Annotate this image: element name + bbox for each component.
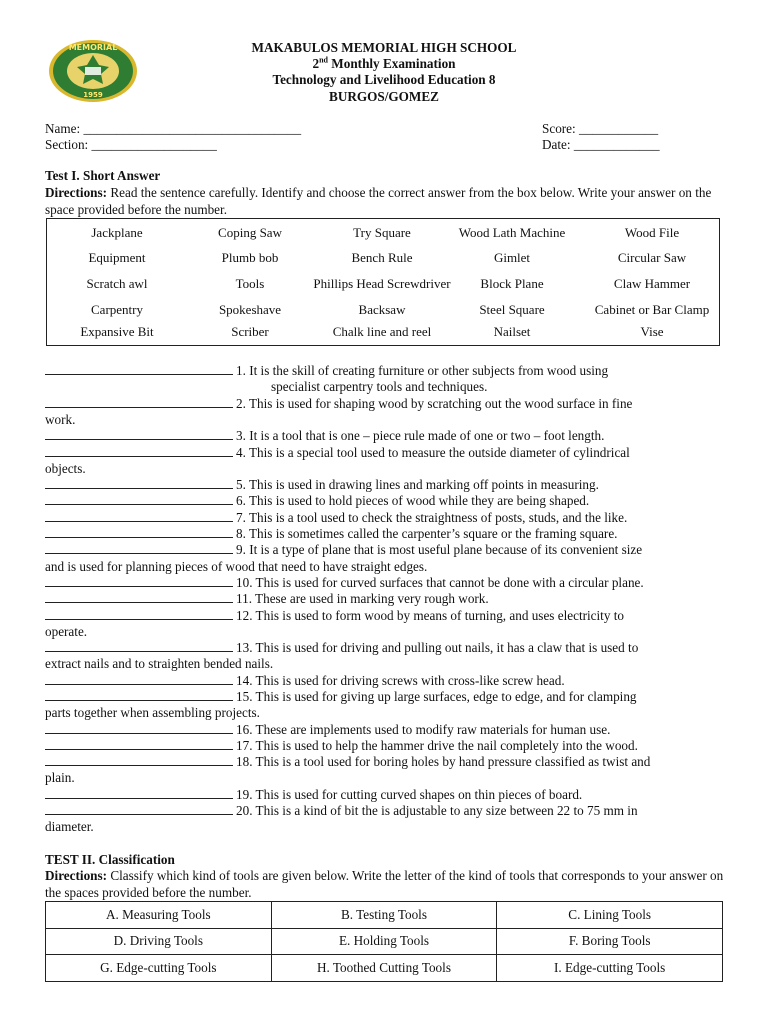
question-continuation: objects. xyxy=(45,460,86,476)
question-continuation: specialist carpentry tools and techniques. xyxy=(271,379,488,395)
question-item xyxy=(45,428,725,444)
word-bank-item: Tools xyxy=(235,276,265,291)
classification-row xyxy=(46,928,723,955)
question-item xyxy=(45,722,725,738)
section-names: BURGOS/GOMEZ xyxy=(329,88,439,104)
question-continuation: operate. xyxy=(45,623,88,639)
word-bank-item: Gimlet xyxy=(493,250,531,265)
question-text: 1. It is the skill of creating furniture or other subjects from wood using xyxy=(236,363,609,378)
tool-category: F. Boring Tools xyxy=(497,928,723,955)
question-item xyxy=(45,803,725,836)
answer-blank[interactable] xyxy=(45,803,233,815)
score-field[interactable]: Score: ____________ xyxy=(542,121,659,136)
question-text: 9. It is a type of plane that is most useful plane because of its convenient size xyxy=(236,542,643,558)
tool-category: B. Testing Tools xyxy=(271,902,497,929)
answer-blank[interactable] xyxy=(45,608,233,620)
word-bank-item: Backsaw xyxy=(358,302,406,317)
word-bank-item: Expansive Bit xyxy=(80,324,154,339)
classification-row xyxy=(46,955,723,982)
question-text: 17. This is used to help the hammer drive the nail completely into the wood. xyxy=(236,737,638,753)
tool-category: G. Edge-cutting Tools xyxy=(46,955,272,982)
answer-blank[interactable] xyxy=(45,477,233,489)
question-item xyxy=(45,575,725,591)
word-bank-item: Plumb bob xyxy=(221,250,279,265)
tool-category: E. Holding Tools xyxy=(271,928,497,955)
tool-category: C. Lining Tools xyxy=(497,902,723,929)
word-bank-item: Wood File xyxy=(624,225,680,240)
question-item xyxy=(45,493,725,509)
question-continuation: and is used for planning pieces of wood that need to have straight edges. xyxy=(45,558,428,574)
question-continuation: extract nails and to straighten bended nails. xyxy=(45,656,274,672)
question-text: 8. This is sometimes called the carpenter’s square or the framing square. xyxy=(236,526,618,541)
question-text: 5. This is used in drawing lines and marking off points in measuring. xyxy=(236,477,599,493)
answer-blank[interactable] xyxy=(45,787,233,799)
word-bank-item: Jackplane xyxy=(91,225,143,240)
classification-table xyxy=(45,901,723,982)
name-field[interactable]: Name: _________________________________ xyxy=(45,121,302,136)
svg-text:MEMORIAL: MEMORIAL xyxy=(68,43,118,52)
question-text: 3. It is a tool that is one – piece rule made of one or two – foot length. xyxy=(236,428,605,444)
question-item xyxy=(45,396,725,429)
answer-blank[interactable] xyxy=(45,738,233,750)
answer-blank[interactable] xyxy=(45,428,233,440)
question-text: 4. This is a special tool used to measure the outside diameter of cylindrical xyxy=(236,444,630,460)
word-bank-item: Circular Saw xyxy=(617,250,687,265)
word-bank-item: Wood Lath Machine xyxy=(458,225,566,240)
answer-blank[interactable] xyxy=(45,689,233,701)
subject-title: Technology and Livelihood Education 8 xyxy=(272,72,496,88)
word-bank-item: Carpentry xyxy=(91,302,143,317)
tool-category: I. Edge-cutting Tools xyxy=(497,955,723,982)
question-item xyxy=(45,510,725,526)
tool-category: D. Driving Tools xyxy=(46,928,272,955)
word-bank-item: Nailset xyxy=(493,324,531,339)
question-item xyxy=(45,526,725,542)
word-bank-item: Steel Square xyxy=(479,302,545,317)
exam-header xyxy=(0,40,768,105)
test1-heading: Test I. Short Answer xyxy=(45,168,161,183)
tool-category: A. Measuring Tools xyxy=(46,902,272,929)
answer-blank[interactable] xyxy=(45,640,233,652)
answer-blank[interactable] xyxy=(45,542,233,554)
word-bank-item: Vise xyxy=(640,324,664,339)
question-continuation: work. xyxy=(45,411,76,427)
exam-title: 2nd Monthly Examination xyxy=(312,55,456,72)
test2-directions: Directions: Classify which kind of tools are given below. Write the letter of the kind of tools that corresponds to your answer on the spaces provided before the number. xyxy=(45,868,724,900)
question-continuation: plain. xyxy=(45,770,75,786)
word-bank-item: Scratch awl xyxy=(86,276,148,291)
question-item xyxy=(45,689,725,722)
word-bank-item: Scriber xyxy=(231,324,269,339)
question-item xyxy=(45,640,725,673)
answer-blank[interactable] xyxy=(45,445,233,457)
tool-category: H. Toothed Cutting Tools xyxy=(271,955,497,982)
question-item xyxy=(45,477,725,493)
question-text: 2. This is used for shaping wood by scratching out the wood surface in fine xyxy=(236,395,633,411)
question-text: 19. This is used for cutting curved shapes on thin pieces of board. xyxy=(236,786,583,802)
word-bank-item: Equipment xyxy=(88,250,146,265)
answer-blank[interactable] xyxy=(45,673,233,685)
question-item xyxy=(45,787,725,803)
question-text: 18. This is a tool used for boring holes by hand pressure classified as twist and xyxy=(236,754,651,770)
word-bank-item: Cabinet or Bar Clamp xyxy=(594,302,710,317)
classification-row xyxy=(46,902,723,929)
answer-blank[interactable] xyxy=(45,722,233,734)
question-continuation: diameter. xyxy=(45,819,94,835)
answer-blank[interactable] xyxy=(45,510,233,522)
word-bank-item: Phillips Head Screwdriver xyxy=(313,276,451,291)
question-item xyxy=(45,445,725,478)
question-text: 20. This is a kind of bit the is adjustable to any size between 22 to 75 mm in xyxy=(236,803,638,819)
question-item xyxy=(45,542,725,575)
question-text: 15. This is used for giving up large surfaces, edge to edge, and for clamping xyxy=(236,689,637,704)
svg-text:1959: 1959 xyxy=(83,91,103,99)
word-bank-item: Try Square xyxy=(353,225,411,240)
word-bank-item: Bench Rule xyxy=(351,250,413,265)
question-text: 14. This is used for driving screws with cross-like screw head. xyxy=(236,672,565,688)
school-name: MAKABULOS MEMORIAL HIGH SCHOOL xyxy=(251,40,517,55)
answer-blank[interactable] xyxy=(45,493,233,505)
answer-blank[interactable] xyxy=(45,754,233,766)
question-item xyxy=(45,738,725,754)
question-text: 16. These are implements used to modify raw materials for human use. xyxy=(236,721,611,737)
question-text: 10. This is used for curved surfaces that cannot be done with a circular plane. xyxy=(236,574,644,590)
section-field[interactable]: Section: ___________________ xyxy=(45,137,217,152)
word-bank-item: Block Plane xyxy=(480,276,544,291)
question-item xyxy=(45,363,725,396)
question-continuation: parts together when assembling projects. xyxy=(45,705,260,721)
test2-heading: TEST II. Classification xyxy=(45,852,175,867)
question-text: 7. This is a tool used to check the straightness of posts, studs, and the like. xyxy=(236,509,628,525)
word-bank-item: Spokeshave xyxy=(218,302,282,317)
word-bank-item: Claw Hammer xyxy=(613,276,691,291)
answer-blank[interactable] xyxy=(45,575,233,587)
answer-blank[interactable] xyxy=(45,591,233,603)
question-text: 12. This is used to form wood by means of turning, and uses electricity to xyxy=(236,607,624,623)
test1-directions: Directions: Read the sentence carefully. Identify and choose the correct answer from the box below. Write your answer on the space provided before the number. xyxy=(45,185,712,217)
word-bank-item: Chalk line and reel xyxy=(332,324,432,339)
question-text: 6. This is used to hold pieces of wood while they are being shaped. xyxy=(236,493,590,509)
question-item xyxy=(45,754,725,787)
word-bank-box xyxy=(46,218,720,346)
date-field[interactable]: Date: _____________ xyxy=(542,137,660,152)
word-bank-item: Coping Saw xyxy=(218,225,282,240)
question-text: 11. These are used in marking very rough work. xyxy=(236,591,489,607)
question-item xyxy=(45,608,725,641)
answer-blank[interactable] xyxy=(45,526,233,538)
question-item xyxy=(45,591,725,607)
question-text: 13. This is used for driving and pulling out nails, it has a claw that is used to xyxy=(236,640,639,656)
question-item xyxy=(45,673,725,689)
answer-blank[interactable] xyxy=(45,363,233,375)
answer-blank[interactable] xyxy=(45,396,233,408)
